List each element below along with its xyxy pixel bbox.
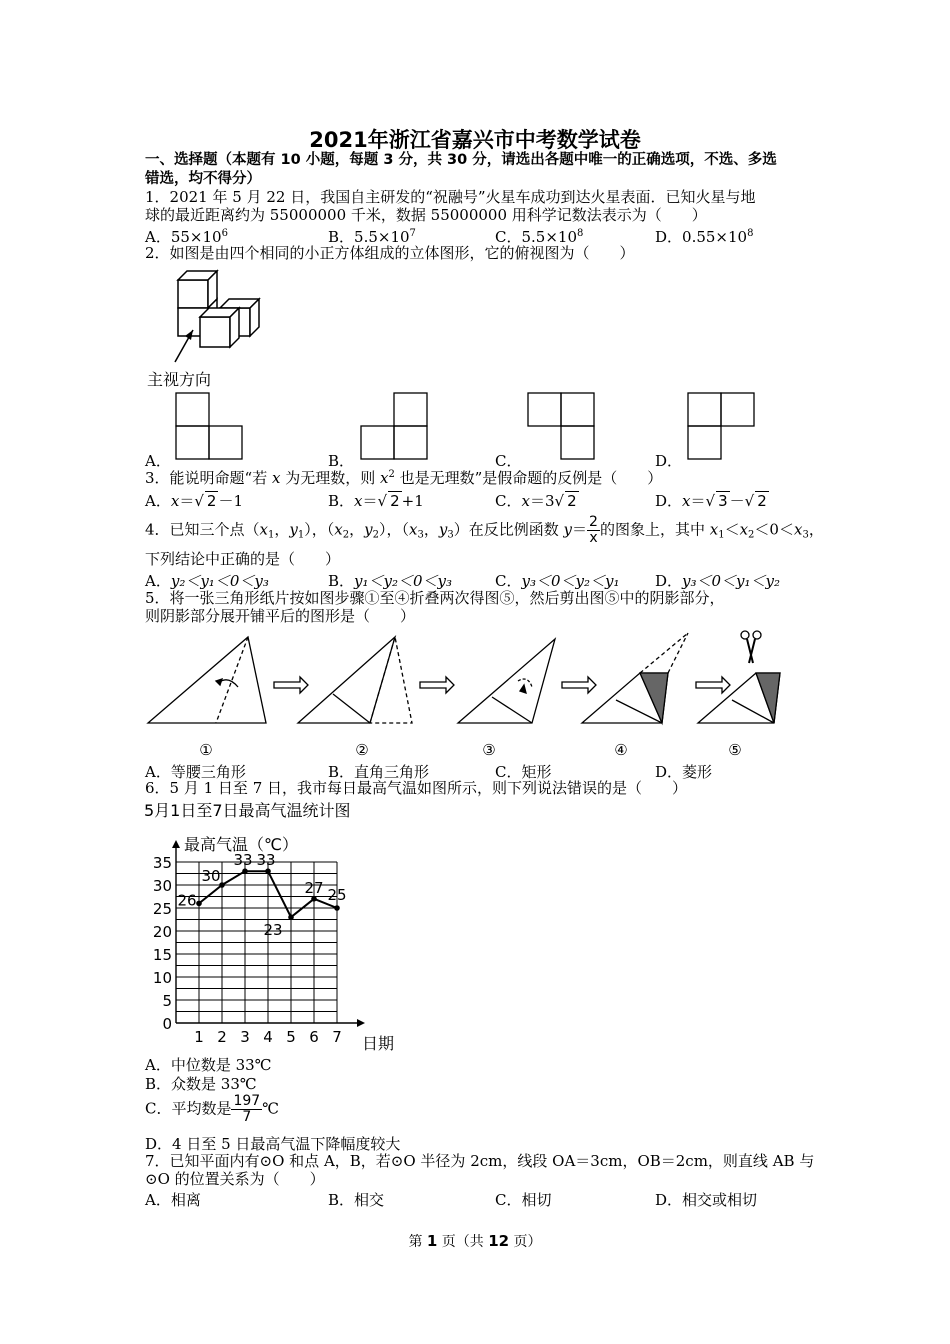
chart-y-tick-label: 35: [152, 854, 172, 872]
chart-y-tick-label: 30: [152, 877, 172, 895]
q2-option-b: B．: [328, 452, 355, 470]
q5-step-4-label: ④: [614, 741, 628, 759]
q4-option-d: D．y₃＜0＜y₁＜y₂: [655, 572, 781, 590]
q5-option-c: C．矩形: [495, 763, 552, 781]
chart-title: 5月1日至7日最高气温统计图: [144, 801, 351, 820]
chart-x-tick-label: 6: [309, 1028, 319, 1046]
chart-x-tick-label: 7: [332, 1028, 342, 1046]
section-header-line2: 错选，均不得分）: [145, 171, 261, 187]
q2-option-c: C．: [495, 452, 522, 470]
section-header-line1: 一、选择题（本题有 10 小题，每题 3 分，共 30 分，请选出各题中唯一的正确选项，不选、多选: [145, 152, 777, 168]
q6-stem: 6．5 月 1 日至 7 日，我市每日最高气温如图所示，则下列说法错误的是（ ）: [145, 779, 688, 797]
q2-option-b-figure: [355, 390, 435, 462]
chart-data-label: 30: [201, 867, 221, 885]
chart-data-point: [334, 905, 340, 911]
q6-option-c: C．平均数是 $\frac{197}{7}$ ℃: [145, 1093, 279, 1125]
chart-y-axis-arrow: [172, 840, 180, 848]
chart-data-label: 27: [304, 878, 324, 897]
chart-data-label: 25: [327, 886, 347, 904]
chart-x-tick-label: 3: [240, 1028, 250, 1046]
chart-data-label: 33: [233, 851, 253, 870]
chart-y-tick-label: 5: [162, 992, 172, 1010]
q7-option-a: A．相离: [145, 1191, 201, 1209]
q7-line1: 7．已知平面内有⊙O 和点 A，B，若⊙O 半径为 2cm，线段 OA＝3cm，OB＝2cm，则直线 AB 与: [145, 1152, 815, 1170]
chart-x-tick-label: 4: [263, 1028, 273, 1046]
q7-option-d: D．相交或相切: [655, 1191, 758, 1209]
chart-x-tick-label: 2: [217, 1028, 227, 1046]
q4-option-b: B．y₁＜y₂＜0＜y₃: [328, 572, 453, 590]
q6-option-b: B．众数是 33℃: [145, 1075, 257, 1093]
q5-option-a: A．等腰三角形: [145, 763, 246, 781]
chart-y-tick-label: 15: [152, 946, 172, 964]
q6-option-d: D．4 日至 5 日最高气温下降幅度较大: [145, 1135, 401, 1153]
q2-option-a: A．: [145, 452, 171, 470]
q4-line2: 下列结论中正确的是（ ）: [145, 550, 341, 568]
chart-y-tick-label: 25: [152, 900, 172, 918]
q3-option-c: C．x＝3√ 2: [495, 492, 577, 510]
chart-data-point: [265, 868, 271, 874]
chart-x-axis-label: 日期: [362, 1034, 395, 1053]
temperature-chart: [140, 798, 420, 1056]
q5-option-b: B．直角三角形: [328, 763, 430, 781]
q7-line2: ⊙O 的位置关系为（ ）: [145, 1170, 325, 1188]
q7-option-b: B．相交: [328, 1191, 385, 1209]
q5-step-5-label: ⑤: [728, 741, 742, 759]
chart-y-tick-label: 20: [152, 923, 172, 941]
chart-y-tick-label: 0: [162, 1015, 172, 1033]
q5-folding-figure: [140, 625, 800, 765]
q2-option-c-figure: [522, 390, 602, 462]
chart-x-tick-label: 5: [286, 1028, 296, 1046]
q2-option-d: D．: [655, 452, 683, 470]
q3-option-d: D．x＝√ 3 －√ 2: [655, 492, 767, 510]
chart-data-point: [288, 914, 294, 920]
q1-line2: 球的最近距离约为 55000000 千米，数据 55000000 用科学记数法表示为（ ）: [145, 206, 707, 224]
q3-stem: 3．能说明命题“若 x 为无理数，则 $x^2$ 也是无理数”是假命题的反例是（ ）: [145, 469, 663, 487]
q4-option-a: A．y₂＜y₁＜0＜y₃: [145, 572, 269, 590]
chart-y-axis-label: 最高气温（℃）: [184, 835, 298, 854]
page-footer: 第 1 页（共 12 页）: [408, 1232, 542, 1250]
chart-x-axis-arrow: [357, 1019, 365, 1027]
q1-option-b: B．$5.5\times 10^7$: [328, 228, 416, 246]
q4-option-c: C．y₃＜0＜y₂＜y₁: [495, 572, 620, 590]
chart-data-label: 33: [256, 851, 276, 870]
chart-y-tick-label: 10: [152, 969, 172, 987]
q6-option-a: A．中位数是 33℃: [145, 1056, 272, 1074]
q5-line2: 则阴影部分展开铺平后的图形是（ ）: [145, 607, 416, 625]
q5-option-d: D．菱形: [655, 763, 713, 781]
q2-view-direction-label: 主视方向: [147, 370, 212, 389]
chart-data-point: [311, 896, 317, 902]
q5-step-3-label: ③: [482, 741, 496, 759]
q4-line1: 4．已知三个点（$x_1$，$y_1$），（$x_2$，$y_2$），（$x_3$，$y_3$）在反比例函数 y＝ $\frac{2}{x}$ 的图象上，其中 $x_1<x_2<0<x_3$，: [145, 514, 824, 546]
q2-option-a-figure: [170, 390, 250, 462]
q7-option-c: C．相切: [495, 1191, 552, 1209]
q3-option-b: B．x＝√ 2 +1: [328, 492, 424, 510]
chart-x-tick-label: 1: [194, 1028, 204, 1046]
q2-stem: 2．如图是由四个相同的小正方体组成的立体图形，它的俯视图为（ ）: [145, 244, 635, 262]
q3-option-a: A．x＝√ 2 －1: [145, 492, 243, 510]
chart-data-label: 26: [177, 891, 197, 910]
q5-line1: 5．将一张三角形纸片按如图步骤①至④折叠两次得图⑤，然后剪出图⑤中的阴影部分，: [145, 589, 725, 607]
chart-data-point: [242, 868, 248, 874]
q5-step-1-label: ①: [199, 741, 213, 759]
q1-option-a: A．$55\times 10^6$: [145, 228, 228, 246]
q1-option-d: D．$0.55\times 10^8$: [655, 228, 754, 246]
q2-option-d-figure: [682, 390, 762, 462]
chart-data-label: 23: [263, 921, 283, 940]
q1-line1: 1．2021 年 5 月 22 日，我国自主研发的“祝融号”火星车成功到达火星表面．已知火星与地: [145, 188, 756, 206]
q5-step-2-label: ②: [355, 741, 369, 759]
page-title: 2021年浙江省嘉兴市中考数学试卷: [309, 128, 641, 152]
chart-data-point: [196, 901, 202, 907]
q1-option-c: C．$5.5\times 10^8$: [495, 228, 584, 246]
